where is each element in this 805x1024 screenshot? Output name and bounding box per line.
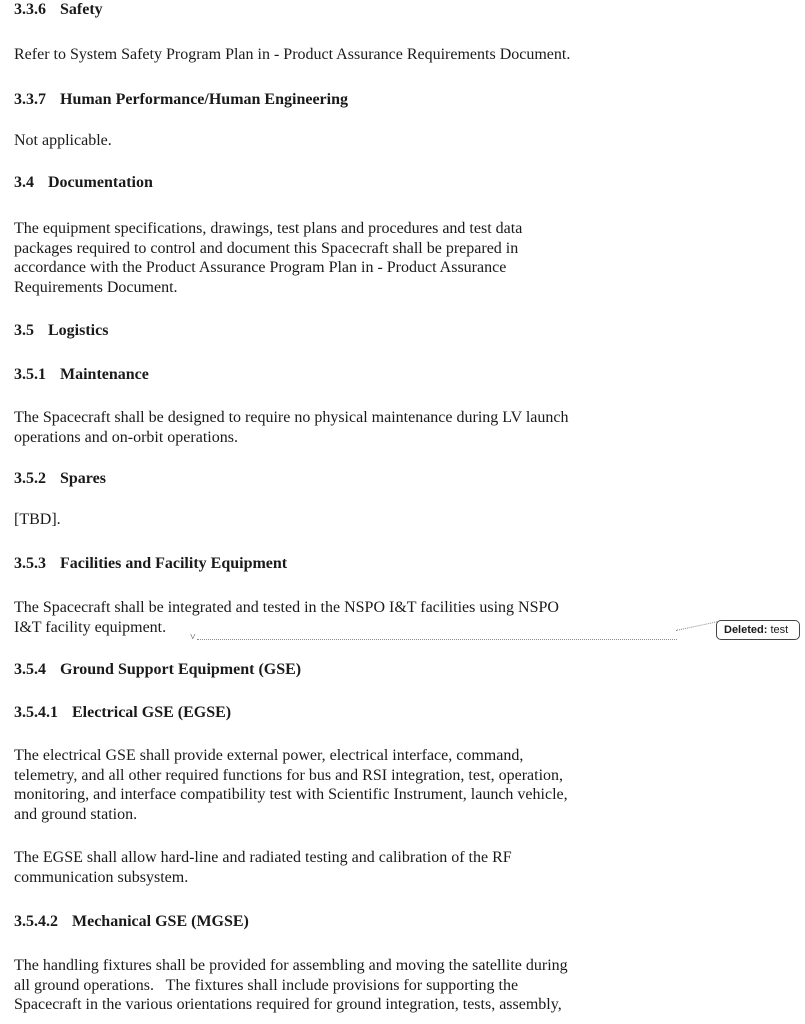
- paragraph-line: The equipment specifications, drawings, test plans and procedures and test data: [14, 220, 523, 237]
- paragraph-line: The Spacecraft shall be designed to require no physical maintenance during LV launch: [14, 409, 569, 426]
- section-title: Electrical GSE (EGSE): [72, 704, 232, 721]
- revision-leader-line: [197, 639, 677, 640]
- paragraph-line: all ground operations. The fixtures shall include provisions for supporting the: [14, 976, 519, 994]
- paragraph-line: Spacecraft in the various orientations required for ground integration, tests, assembly,: [14, 996, 562, 1013]
- section-number: 3.5.4.2: [14, 913, 58, 930]
- section-heading-logistics: [14, 321, 664, 341]
- paragraph-line: monitoring, and interface compatibility test with Scientific Instrument, launch vehicle,: [14, 786, 568, 803]
- section-number: 3.5.4: [14, 661, 46, 678]
- section-title: Mechanical GSE (MGSE): [72, 913, 249, 930]
- paragraph-egse-1: [14, 746, 664, 824]
- section-heading-safety: [14, 0, 664, 20]
- section-heading-documentation: [14, 173, 664, 193]
- section-title: Documentation: [48, 174, 153, 191]
- paragraph-safety: Refer to System Safety Program Plan in - Product Assurance Requirements Document.: [14, 46, 571, 63]
- paragraph-line: accordance with the Product Assurance Program Plan in - Product Assurance: [14, 259, 507, 276]
- paragraph-documentation: [14, 219, 664, 297]
- section-heading-human-performance: [14, 90, 664, 110]
- paragraph-line: packages required to control and document this Spacecraft shall be prepared in: [14, 239, 519, 257]
- section-heading-gse: [14, 660, 664, 680]
- section-number: 3.3.6: [14, 1, 46, 18]
- paragraph-line: Requirements Document.: [14, 278, 178, 296]
- section-title: Human Performance/Human Engineering: [60, 91, 348, 108]
- section-heading-facilities: [14, 554, 664, 574]
- section-title: Ground Support Equipment (GSE): [60, 661, 302, 678]
- section-number: 3.5.2: [14, 470, 46, 487]
- paragraph-line: and ground station.: [14, 805, 138, 823]
- section-heading-maintenance: [14, 365, 664, 385]
- section-title: Maintenance: [60, 366, 149, 383]
- section-title: Safety: [60, 1, 103, 18]
- section-title: Logistics: [48, 322, 109, 339]
- deleted-text: test: [770, 624, 789, 636]
- section-heading-egse: [14, 703, 664, 723]
- paragraph-egse-2: [14, 848, 664, 887]
- section-number: 3.5.4.1: [14, 704, 58, 721]
- paragraph-line: The EGSE shall allow hard-line and radiated testing and calibration of the RF: [14, 849, 512, 866]
- section-heading-mgse: [14, 912, 664, 932]
- revision-leader-connector: [676, 621, 717, 631]
- revision-marker: ˅: [190, 632, 196, 643]
- deleted-label: Deleted:: [724, 624, 768, 636]
- deleted-comment-balloon[interactable]: [716, 620, 800, 640]
- paragraph-line: The handling fixtures shall be provided for assembling and moving the satellite during: [14, 957, 568, 974]
- paragraph-human-performance: Not applicable.: [14, 132, 112, 149]
- paragraph-line: operations and on-orbit operations.: [14, 428, 238, 446]
- section-number: 3.5.1: [14, 366, 46, 383]
- paragraph-maintenance: [14, 408, 664, 447]
- paragraph-mgse: [14, 956, 664, 1015]
- paragraph-line: The electrical GSE shall provide external power, electrical interface, command,: [14, 747, 524, 764]
- paragraph-line: telemetry, and all other required functions for bus and RSI integration, test, operation,: [14, 766, 564, 784]
- section-title: Facilities and Facility Equipment: [60, 555, 288, 572]
- paragraph-line: communication subsystem.: [14, 868, 189, 886]
- paragraph-line: The Spacecraft shall be integrated and tested in the NSPO I&T facilities using NSPO: [14, 599, 559, 616]
- section-title: Spares: [60, 470, 106, 487]
- paragraph-line: I&T facility equipment.: [14, 618, 167, 636]
- section-heading-spares: [14, 469, 664, 489]
- paragraph-spares: [TBD].: [14, 511, 61, 528]
- section-number: 3.3.7: [14, 91, 46, 108]
- section-number: 3.5.3: [14, 555, 46, 572]
- section-number: 3.4: [14, 174, 34, 191]
- section-number: 3.5: [14, 322, 34, 339]
- paragraph-facilities: [14, 598, 664, 637]
